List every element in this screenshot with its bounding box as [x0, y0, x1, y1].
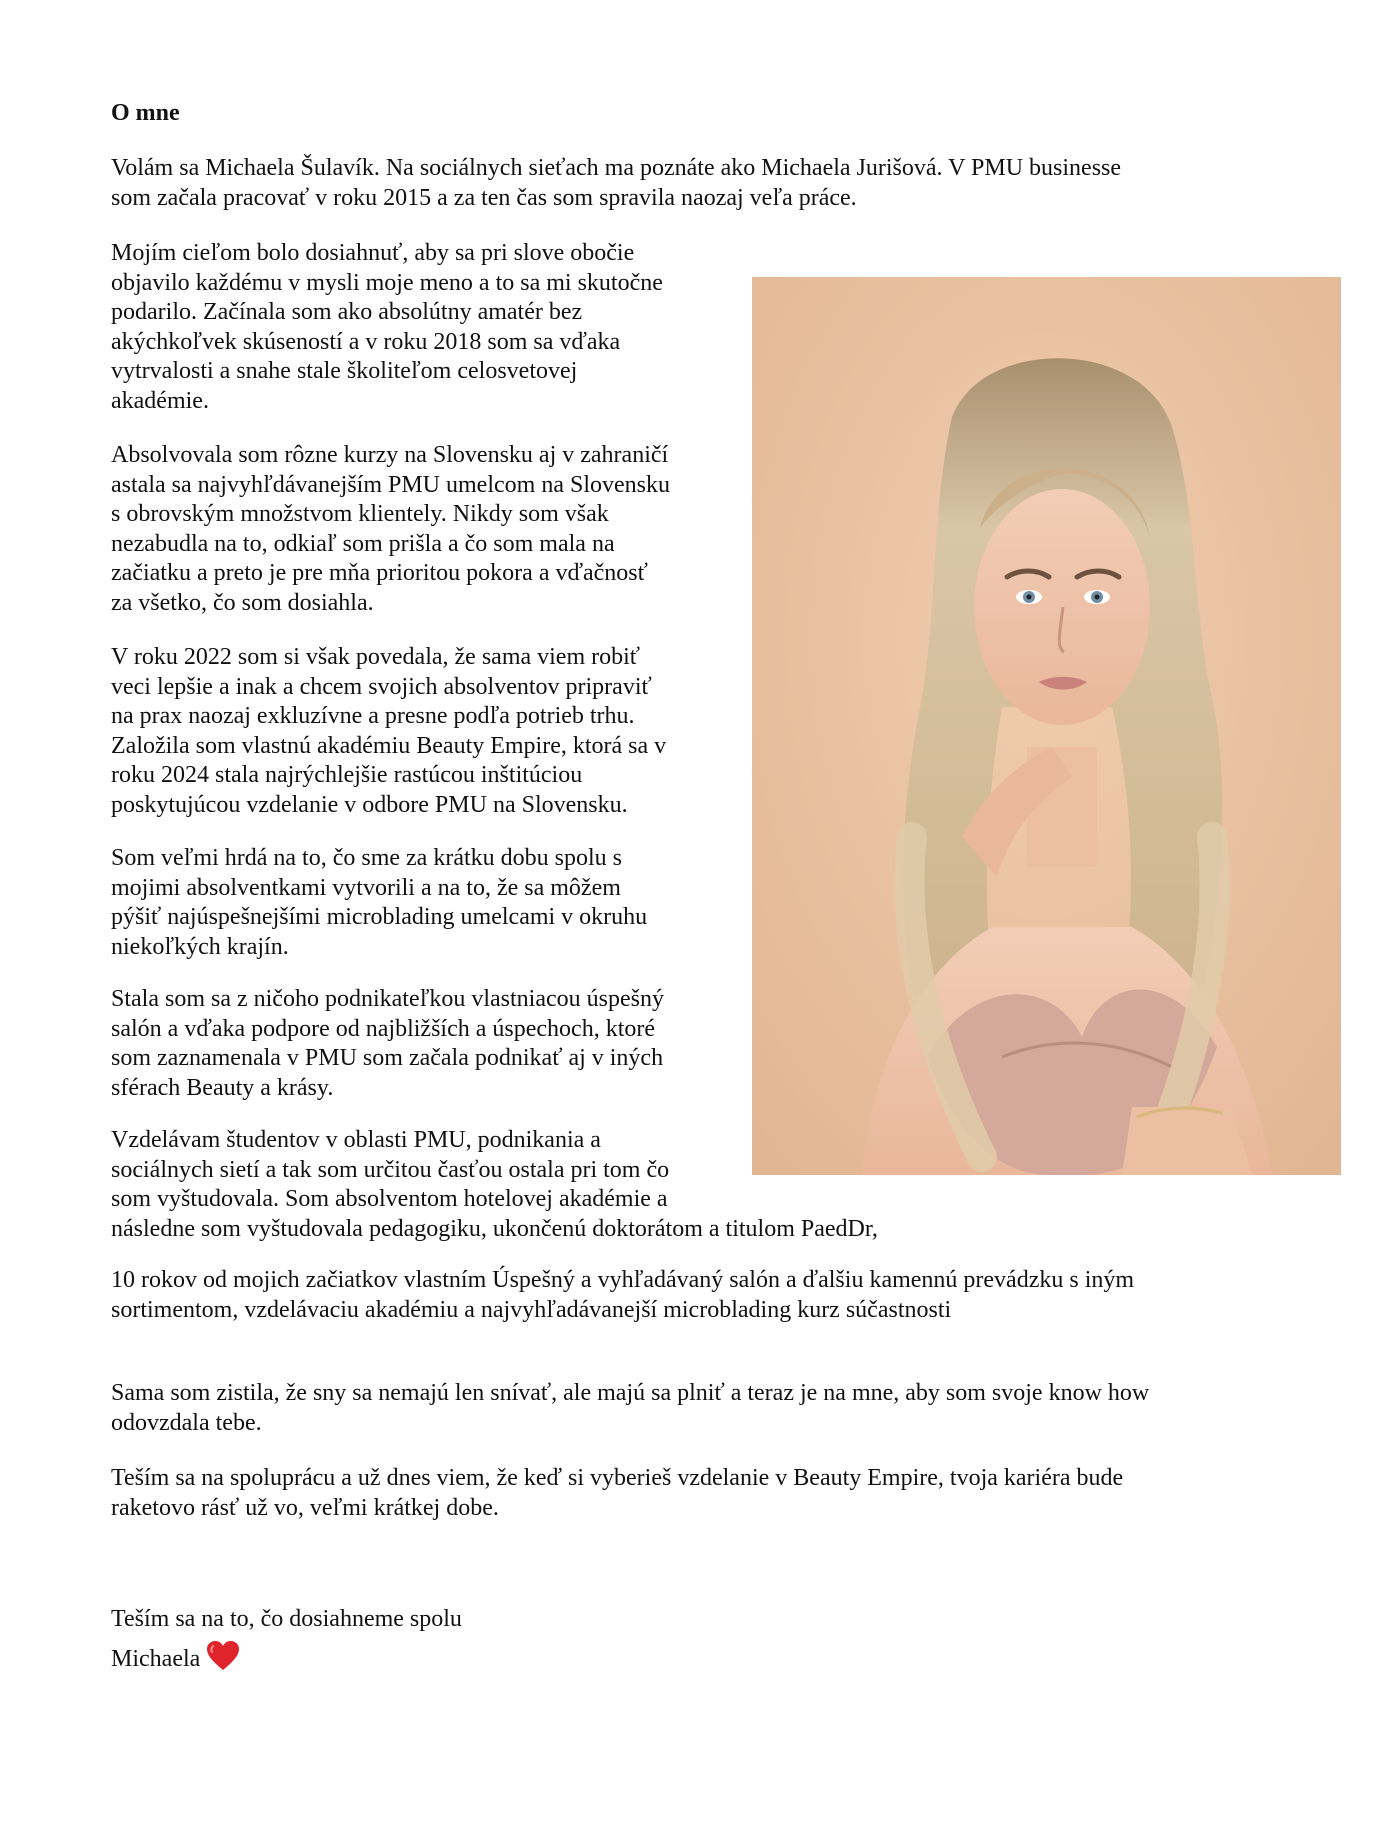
paragraph-intro — [111, 154, 1121, 213]
text-line: veci lepšie a inak a chcem svojich absolventov pripraviť — [111, 673, 652, 700]
page-title: O mne — [111, 100, 180, 126]
text-line: začiatku a preto je pre mňa prioritou pokora a vďačnosť — [111, 560, 648, 586]
text-line: Teším sa na spoluprácu a už dnes viem, že keď si vyberieš vzdelanie v Beauty Empire, tvoja kariéra bude — [111, 1465, 1124, 1491]
text-line: Mojím cieľom bolo dosiahnuť, aby sa pri slove obočie — [111, 240, 635, 266]
paragraph-courses — [111, 441, 670, 618]
paragraph-business — [111, 985, 664, 1103]
text-line: poskytujúcou vzdelanie v odbore PMU na Slovensku. — [111, 791, 628, 818]
text-line: niekoľkých krajín. — [111, 933, 289, 960]
text-line: na prax naozaj exkluzívne a presne podľa potrieb trhu. — [111, 703, 635, 729]
text-line: sférach Beauty a krásy. — [111, 1074, 334, 1101]
text-line: akadémie. — [111, 387, 209, 414]
paragraph-ten-years — [111, 1266, 1134, 1325]
text-line: Založila som vlastnú akadémiu Beauty Empire, ktorá sa v — [111, 732, 667, 759]
paragraph-dreams — [111, 1379, 1149, 1438]
text-line: V roku 2022 som si však povedala, že sama viem robiť — [111, 644, 641, 670]
paragraph-academy — [111, 643, 666, 820]
text-line: astala sa najvyhľdávanejším PMU umelcom na Slovensku — [111, 471, 670, 498]
text-line: vytrvalosti a snahe stale školiteľom celosvetovej — [111, 358, 578, 384]
text-line: za všetko, čo som dosiahla. — [111, 589, 374, 616]
text-line: som zaznamenala v PMU som začala podnikať aj v iných — [111, 1045, 664, 1071]
text-line: raketovo rásť už vo, veľmi krátkej dobe. — [111, 1494, 499, 1521]
text-line: roku 2024 stala najrýchlejšie rastúcou inštitúciou — [111, 762, 583, 788]
text-line: mojimi absolventkami vytvorili a na to, že sa môžem — [111, 874, 621, 901]
text-line: salón a vďaka podpore od najbližších a úspechoch, ktoré — [111, 1015, 656, 1042]
paragraph-closing — [111, 1605, 462, 1635]
portrait-illustration — [752, 277, 1341, 1175]
text-line: Teším sa na to, čo dosiahneme spolu — [111, 1606, 462, 1632]
text-line: nezabudla na to, odkiaľ som prišla a čo som mala na — [111, 530, 615, 557]
paragraph-cooperation — [111, 1464, 1123, 1523]
text-line: odovzdala tebe. — [111, 1409, 262, 1436]
paragraph-pride — [111, 844, 647, 962]
text-line: akýchkoľvek skúseností a v roku 2018 som sa vďaka — [111, 328, 621, 355]
text-line: som začala pracovať v roku 2015 a za ten čas som spravila naozaj veľa práce. — [111, 184, 857, 211]
text-line: sociálnych sietí a tak som určitou časťou ostala pri tom čo — [111, 1156, 670, 1183]
text-line: pýšiť najúspešnejšími microblading umelcami v okruhu — [111, 904, 648, 930]
text-line: objavilo každému v mysli moje meno a to sa mi skutočne — [111, 269, 663, 296]
text-line: Volám sa Michaela Šulavík. Na sociálnych sieťach ma poznáte ako Michaela Jurišová. V PMU businesse — [111, 155, 1122, 181]
text-line: 10 rokov od mojich začiatkov vlastním Úspešný a vyhľadávaný salón a ďalšiu kamennú prevádzku s iným — [111, 1267, 1135, 1293]
text-line: podarilo. Začínala som ako absolútny amatér bez — [111, 299, 583, 325]
portrait-photo — [752, 277, 1341, 1175]
text-line: následne som vyštudovala pedagogiku, ukončenú doktorátom a titulom PaedDr, — [111, 1215, 878, 1242]
text-line: Sama som zistila, že sny sa nemajú len snívať, ale majú sa plniť a teraz je na mne, aby som svoje know how — [111, 1380, 1150, 1406]
text-line: Som veľmi hrdá na to, čo sme za krátku dobu spolu s — [111, 845, 622, 871]
paragraph-goal — [111, 239, 663, 416]
text-line: s obrovským množstvom klientely. Nikdy som však — [111, 501, 609, 527]
text-line: sortimentom, vzdelávaciu akadémiu a najvyhľadávanejší microblading kurz súčastnosti — [111, 1296, 952, 1323]
text-line: Vzdelávam študentov v oblasti PMU, podnikania a — [111, 1127, 601, 1153]
signature — [111, 1640, 240, 1681]
text-line: Stala som sa z ničoho podnikateľkou vlastniacou úspešný — [111, 986, 664, 1012]
text-line: Absolvovala som rôzne kurzy na Slovensku aj v zahraničí — [111, 442, 669, 468]
heart-icon — [206, 1640, 240, 1681]
signature-name: Michaela — [111, 1646, 201, 1672]
text-line: som vyštudovala. Som absolventom hotelovej akadémie a — [111, 1186, 668, 1212]
